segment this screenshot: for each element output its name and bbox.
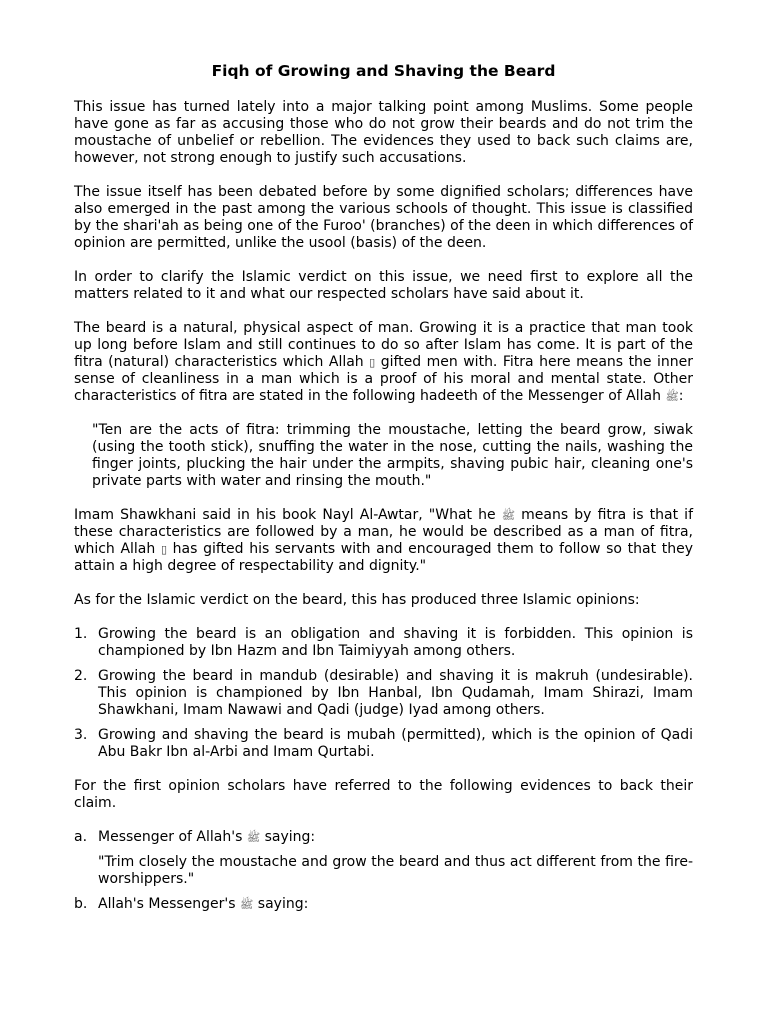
hadeeth-quote-fitra: "Ten are the acts of fitra: trimming the moustache, letting the beard grow, siwak (using the tooth stick), snuffing the water in the nose, cutting the nails, washing the finger joints, plucking the hair under the armpits, shaving pubic hair, cleaning one's private parts with water and rinsing the mouth." — [92, 422, 693, 489]
unrendered-glyph-icon: ▯ — [160, 543, 167, 556]
paragraph-first-opinion: For the first opinion scholars have referred to the following evidences to back their claim. — [74, 778, 693, 811]
paragraph-shawkhani-text-3: has gifted his servants with and encouraged them to follow so that they attain a high degree of respectability and dignity." — [74, 541, 694, 574]
list-marker: 3. — [74, 727, 88, 743]
list-item — [74, 626, 693, 660]
paragraph-fitra — [74, 320, 693, 405]
paragraph-fitra-colon: : — [678, 388, 684, 404]
paragraph-intro: This issue has turned lately into a major talking point among Muslims. Some people have gone as far as accusing those who do not grow their beards and do not trim the moustache of unbelief or rebellion. The evidences they used to back such claims are, however, not strong enough to justify such accusations. — [74, 99, 693, 166]
salawat-glyph-icon: ﷺ — [246, 831, 261, 844]
evidence-intro: Allah's Messenger's — [98, 896, 236, 912]
document-title: Fiqh of Growing and Shaving the Beard — [211, 62, 556, 80]
salawat-glyph-icon: ﷺ — [501, 509, 516, 522]
list-item-body — [98, 896, 693, 913]
document-page — [74, 58, 693, 930]
list-item — [74, 668, 693, 719]
salawat-glyph-icon: ﷺ — [240, 898, 254, 911]
evidences-list — [74, 829, 693, 913]
list-item — [74, 727, 693, 761]
paragraph-shawkhani — [74, 507, 693, 575]
evidence-intro: Messenger of Allah's — [98, 829, 243, 845]
evidence-intro-end: saying: — [264, 829, 316, 845]
paragraph-debate: The issue itself has been debated before by some dignified scholars; differences have also emerged in the past among the various schools of thought. This issue is classified by the shari'ah as being one of the Furoo' (branches) of the deen in which differences of opinion are permitted, unlike the usool (basis) of the deen. — [74, 184, 693, 251]
evidence-intro-end: saying: — [257, 896, 309, 912]
paragraph-fitra-text-1: The beard is a natural, physical aspect of man. Growing it is a practice that man took up long before Islam and still continues to do so after Islam has come. It is part of the fitra (natural) characteristics which Allah — [74, 320, 693, 370]
list-marker: b. — [74, 896, 88, 912]
paragraph-shawkhani-text-2: means by fitra is that if these characteristics are followed by a man, he would be described as a man of fitra, which Allah — [74, 507, 694, 557]
evidence-quote: "Trim closely the moustache and grow the beard and thus act different from the fire-worshippers." — [98, 854, 693, 887]
salawat-glyph-icon: ﷺ — [665, 390, 679, 403]
list-item — [74, 829, 693, 888]
list-item — [74, 896, 693, 913]
list-item-text: Growing the beard in mandub (desirable) and shaving it is makruh (undesirable). This opinion is championed by Ibn Hanbal, Ibn Qudamah, Imam Shirazi, Imam Shawkhani, Imam Nawawi and Qadi (judge) Iyad among others. — [98, 668, 693, 718]
list-item-text: Growing and shaving the beard is mubah (permitted), which is the opinion of Qadi Abu Bakr Ibn al-Arbi and Imam Qurtabi. — [98, 727, 693, 760]
unrendered-glyph-icon: ▯ — [369, 356, 376, 369]
list-item-body — [98, 829, 693, 888]
paragraph-shawkhani-text-1: Imam Shawkhani said in his book Nayl Al-Awtar, "What he — [74, 507, 496, 523]
list-marker: 1. — [74, 626, 88, 642]
paragraph-clarify: In order to clarify the Islamic verdict on this issue, we need first to explore all the matters related to it and what our respected scholars have said about it. — [74, 269, 693, 302]
opinions-list — [74, 626, 693, 761]
paragraph-fitra-text-2: gifted men with. Fitra here means the inner sense of cleanliness in a man which is a proof of his moral and mental state. Other characteristics of fitra are stated in the following hadeeth of the Messenger of Allah — [74, 354, 694, 404]
paragraph-verdict: As for the Islamic verdict on the beard, this has produced three Islamic opinions: — [74, 592, 640, 608]
list-marker: a. — [74, 829, 88, 845]
list-item-text: Growing the beard is an obligation and shaving it is forbidden. This opinion is championed by Ibn Hazm and Ibn Taimiyyah among others. — [98, 626, 693, 659]
list-marker: 2. — [74, 668, 88, 684]
